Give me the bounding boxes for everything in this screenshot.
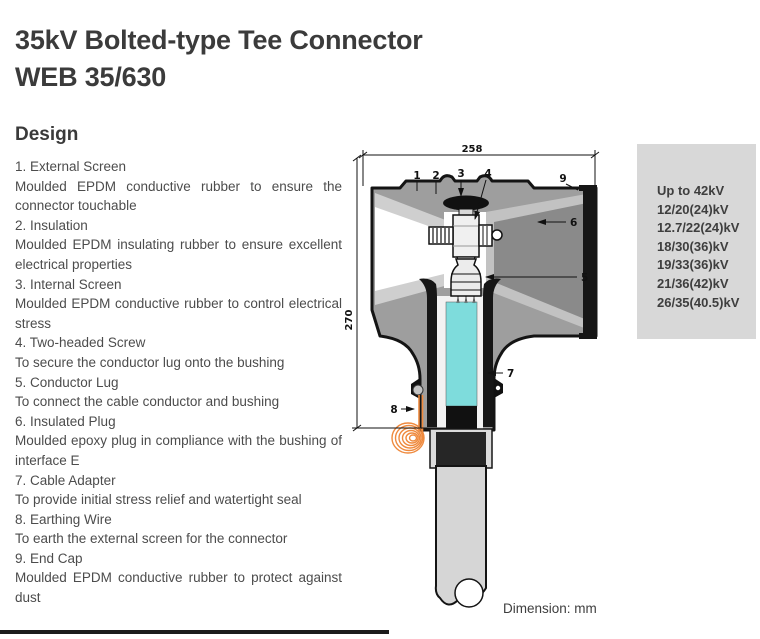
design-item-description: To provide initial stress relief and watertight seal bbox=[15, 492, 302, 508]
design-item bbox=[15, 412, 342, 471]
design-item-description: To secure the conductor lug onto the bushing bbox=[15, 354, 285, 370]
part-label-8: 8 bbox=[390, 404, 398, 416]
design-item bbox=[15, 216, 342, 275]
design-item-name: 7. Cable Adapter bbox=[15, 472, 116, 488]
part-label-5: 5 bbox=[581, 272, 589, 284]
design-item bbox=[15, 471, 342, 510]
design-item bbox=[15, 373, 342, 412]
design-item bbox=[15, 275, 342, 334]
part-label-2: 2 bbox=[432, 170, 440, 182]
design-item-description: Moulded epoxy plug in compliance with the bushing of interface E bbox=[15, 433, 342, 468]
page-title bbox=[15, 22, 575, 96]
dimension-note: Dimension: mm bbox=[503, 601, 597, 616]
part-label-3: 3 bbox=[457, 168, 465, 180]
part-label-7: 7 bbox=[507, 368, 515, 380]
page-title-line2: WEB 35/630 bbox=[15, 62, 167, 93]
design-item bbox=[15, 333, 342, 372]
width-dimension-value: 258 bbox=[461, 144, 483, 155]
part-label-9: 9 bbox=[559, 173, 567, 185]
tee-connector-diagram bbox=[338, 140, 608, 634]
stem-internals bbox=[419, 279, 501, 607]
tee-connector-drawing bbox=[338, 140, 608, 634]
design-item-description: To connect the cable conductor and bushing bbox=[15, 394, 280, 410]
part-label-6: 6 bbox=[570, 217, 578, 229]
screw-cap bbox=[443, 196, 489, 211]
design-item-description: To earth the external screen for the connector bbox=[15, 531, 288, 547]
part-label-4: 4 bbox=[484, 168, 492, 180]
design-section-heading: Design bbox=[15, 124, 79, 145]
design-item-description: Moulded EPDM conductive rubber to protect against dust bbox=[15, 570, 342, 606]
design-item bbox=[15, 549, 342, 608]
design-item-name: 2. Insulation bbox=[15, 217, 88, 233]
design-item-name: 6. Insulated Plug bbox=[15, 413, 116, 429]
voltage-rating-value: 12/20(24)kV bbox=[657, 201, 729, 217]
voltage-ratings-header: Up to 42kV bbox=[657, 183, 725, 198]
voltage-ratings-box bbox=[637, 144, 756, 339]
design-item-description: Moulded EPDM conductive rubber to ensure the connector touchable bbox=[15, 178, 342, 214]
design-list bbox=[15, 157, 342, 608]
page-title-line1: 35kV Bolted-type Tee Connector bbox=[15, 25, 423, 56]
voltage-rating-value: 26/35(40.5)kV bbox=[657, 294, 740, 310]
design-item-name: 5. Conductor Lug bbox=[15, 374, 119, 390]
design-item-description: Moulded EPDM conductive rubber to control electrical stress bbox=[15, 296, 342, 331]
cable-break-circle bbox=[455, 579, 483, 607]
part-label-1: 1 bbox=[413, 170, 421, 182]
design-item-name: 8. Earthing Wire bbox=[15, 511, 112, 527]
design-item-name: 4. Two-headed Screw bbox=[15, 335, 146, 351]
voltage-ratings-list bbox=[657, 201, 756, 313]
design-item-name: 3. Internal Screen bbox=[15, 276, 122, 292]
voltage-rating-value: 18/30(36)kV bbox=[657, 238, 729, 254]
cable-adapter bbox=[446, 302, 477, 406]
design-item bbox=[15, 510, 342, 549]
height-dimension-value: 270 bbox=[344, 309, 355, 331]
voltage-rating-value: 12.7/22(24)kV bbox=[657, 220, 740, 236]
earthing-clamp bbox=[413, 385, 423, 395]
design-item bbox=[15, 157, 342, 216]
voltage-rating-value: 21/36(42)kV bbox=[657, 275, 729, 291]
two-headed-screw bbox=[429, 227, 453, 244]
design-item-description: Moulded EPDM insulating rubber to ensure excellent electrical properties bbox=[15, 237, 342, 272]
footer-bar bbox=[0, 630, 389, 634]
design-item-name: 9. End Cap bbox=[15, 550, 83, 566]
design-item-name: 1. External Screen bbox=[15, 159, 127, 174]
voltage-rating-value: 19/33(36)kV bbox=[657, 257, 729, 273]
